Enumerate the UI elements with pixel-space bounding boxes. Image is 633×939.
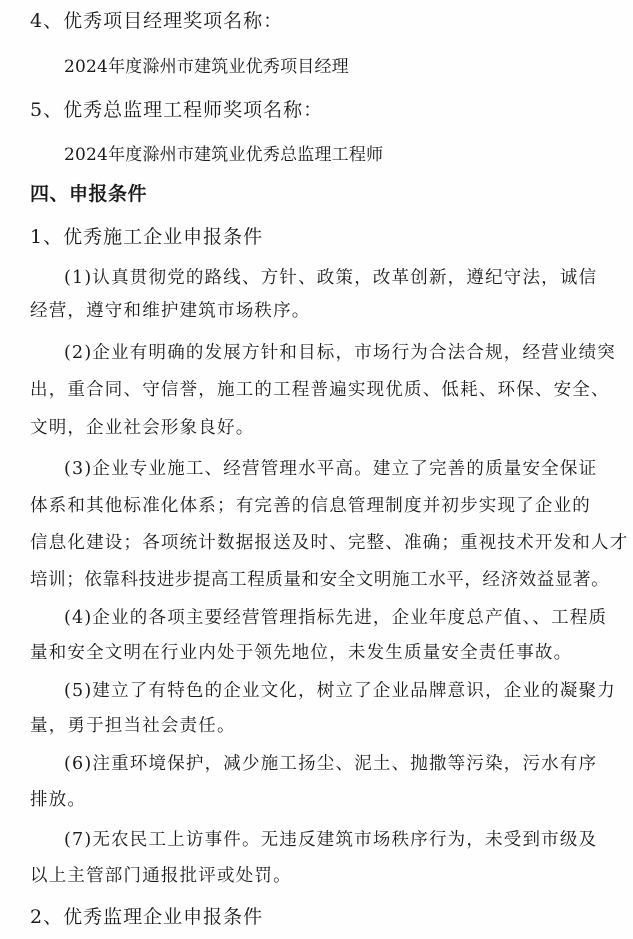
item-1-line-2: 经营，遵守和维护建筑市场秩序。	[30, 301, 311, 321]
subsection-2-heading: 2、优秀监理企业申报条件	[30, 906, 264, 928]
section-4-heading: 4、优秀项目经理奖项名称：	[30, 10, 284, 32]
item-3-line-2: 体系和其他标准化体系；有完善的信息管理制度并初步实现了企业的	[30, 496, 591, 516]
item-3-line-4: 培训；依靠科技进步提高工程质量和安全文明施工水平，经济效益显著。	[30, 570, 610, 590]
item-3-line-3: 信息化建设；各项统计数据报送及时、完整、准确；重视技术开发和人才	[30, 533, 629, 553]
section-4-award-name: 2024年度滁州市建筑业优秀项目经理	[64, 57, 349, 77]
item-2-line-1: (2)企业有明确的发展方针和目标，市场行为合法合规，经营业绩突	[64, 343, 616, 363]
section-5-heading: 5、优秀总监理工程师奖项名称：	[30, 99, 324, 121]
item-2-line-2: 出，重合同、守信誉，施工的工程普遍实现优质、低耗、环保、安全、	[30, 380, 610, 400]
item-4-line-1: (4)企业的各项主要经营管理指标先进，企业年度总产值、、工程质	[64, 608, 608, 628]
item-3-line-1: (3)企业专业施工、经营管理水平高。建立了完善的质量安全保证	[64, 459, 598, 479]
item-5-line-1: (5)建立了有特色的企业文化，树立了企业品牌意识，企业的凝聚力	[64, 681, 616, 701]
item-6-line-2: 排放。	[30, 790, 87, 810]
item-7-line-2: 以上主管部门通报批评或处罚。	[30, 866, 292, 886]
item-5-line-2: 量，勇于担当社会责任。	[30, 716, 236, 736]
item-2-line-3: 文明，企业社会形象良好。	[30, 418, 255, 438]
subsection-1-heading: 1、优秀施工企业申报条件	[30, 226, 264, 248]
item-6-line-1: (6)注重环境保护，减少施工扬尘、泥土、抛撒等污染，污水有序	[64, 754, 598, 774]
chapter-title: 四、申报条件	[30, 183, 148, 205]
item-1-line-1: (1)认真贯彻党的路线、方针、政策，改革创新，遵纪守法，诚信	[64, 268, 598, 288]
section-5-award-name: 2024年度滁州市建筑业优秀总监理工程师	[64, 145, 384, 165]
item-7-line-1: (7)无农民工上访事件。无违反建筑市场秩序行为，未受到市级及	[64, 830, 598, 850]
item-4-line-2: 量和安全文明在行业内处于领先地位，未发生质量安全责任事故。	[30, 643, 573, 663]
